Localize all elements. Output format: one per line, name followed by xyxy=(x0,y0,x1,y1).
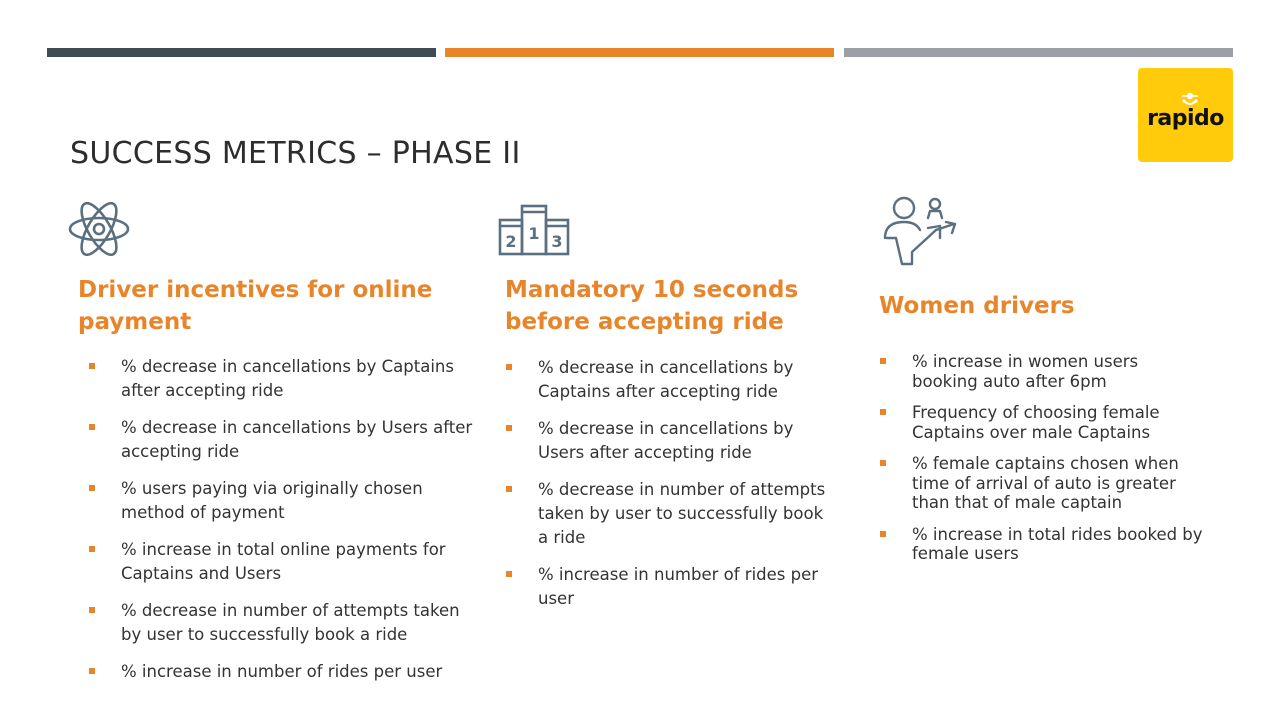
bullet-line: than that of male captain xyxy=(912,493,1123,512)
column-1-bullet-list xyxy=(89,355,479,697)
column-2-title-line: Mandatory 10 seconds xyxy=(505,277,799,303)
column-2-title xyxy=(505,274,835,338)
bullet-line: female users xyxy=(912,544,1019,563)
list-item xyxy=(89,477,479,525)
bullet-line: after accepting ride xyxy=(121,381,284,400)
list-item xyxy=(89,355,479,403)
bullet-square-icon xyxy=(506,571,512,577)
bullet-line: % decrease in cancellations by xyxy=(538,358,794,377)
bullet-line: % decrease in number of attempts taken xyxy=(121,601,460,620)
podium-icon xyxy=(498,202,572,256)
bullet-line: % increase in women users xyxy=(912,352,1139,371)
column-3-title-line: Women drivers xyxy=(879,293,1075,319)
column-1-title xyxy=(78,274,458,338)
people-growth-icon xyxy=(882,194,958,266)
atom-icon xyxy=(68,196,130,262)
bullet-square-icon xyxy=(506,486,512,492)
list-item xyxy=(506,417,826,465)
bullet-line: taken by user to successfully book xyxy=(538,504,824,523)
column-1-title-line: Driver incentives for online xyxy=(78,277,433,303)
bullet-line: Users after accepting ride xyxy=(538,443,752,462)
bullet-square-icon xyxy=(506,364,512,370)
list-item xyxy=(89,599,479,647)
bullet-line: % increase in total online payments for xyxy=(121,540,446,559)
bullet-square-icon xyxy=(89,424,95,430)
column-1-title-line: payment xyxy=(78,309,192,335)
bullet-line: % increase in total rides booked by xyxy=(912,524,1203,544)
bullet-line: by user to successfully book a ride xyxy=(121,625,408,644)
logo-text: rapido xyxy=(1147,106,1224,131)
bullet-line: % female captains chosen when xyxy=(912,454,1179,473)
bullet-square-icon xyxy=(89,546,95,552)
bullet-square-icon xyxy=(506,425,512,431)
list-item xyxy=(506,478,826,550)
rapido-logo xyxy=(1138,68,1233,162)
bullet-line: Captains after accepting ride xyxy=(538,382,778,401)
list-item xyxy=(506,356,826,404)
bullet-line: method of payment xyxy=(121,503,285,522)
header-bar-orange xyxy=(445,48,834,57)
list-item xyxy=(880,403,1210,442)
list-item xyxy=(89,660,479,684)
bullet-line: accepting ride xyxy=(121,442,240,461)
bullet-line: user xyxy=(538,589,574,608)
list-item xyxy=(506,563,826,611)
bullet-line: % decrease in cancellations by xyxy=(538,419,794,438)
column-3-bullet-list xyxy=(880,352,1210,576)
podium-label-third: 3 xyxy=(551,232,563,251)
bullet-square-icon xyxy=(880,358,886,364)
list-item xyxy=(880,352,1210,391)
bullet-line: % decrease in number of attempts xyxy=(538,480,826,499)
column-2-title-line: before accepting ride xyxy=(505,309,784,335)
bullet-square-icon xyxy=(89,607,95,613)
bullet-line: % decrease in cancellations by Captains xyxy=(121,357,454,376)
podium-label-second: 2 xyxy=(505,232,517,251)
bullet-square-icon xyxy=(89,485,95,491)
bullet-line: Captains and Users xyxy=(121,564,282,583)
podium-label-first: 1 xyxy=(528,224,540,243)
column-3-title xyxy=(879,290,1219,322)
bullet-square-icon xyxy=(880,460,886,466)
bullet-line: time of arrival of auto is greater xyxy=(912,473,1176,493)
bullet-line: a ride xyxy=(538,528,586,547)
bullet-line: booking auto after 6pm xyxy=(912,371,1107,391)
bullet-line: % users paying via originally chosen xyxy=(121,479,423,498)
bullet-line: % increase in number of rides per xyxy=(538,565,819,584)
bullet-line: % increase in number of rides per user xyxy=(121,662,443,681)
header-bar-dark xyxy=(47,48,436,57)
page-title: SUCCESS METRICS – PHASE II xyxy=(70,136,521,171)
header-bar-grey xyxy=(844,48,1233,57)
bullet-square-icon xyxy=(89,668,95,674)
bullet-square-icon xyxy=(880,531,886,537)
list-item xyxy=(880,525,1210,564)
bullet-square-icon xyxy=(89,363,95,369)
bullet-line: Frequency of choosing female xyxy=(912,403,1160,422)
list-item xyxy=(880,454,1210,513)
list-item xyxy=(89,416,479,464)
bullet-line: % decrease in cancellations by Users after xyxy=(121,418,473,437)
bullet-square-icon xyxy=(880,409,886,415)
bullet-line: Captains over male Captains xyxy=(912,422,1151,442)
column-2-bullet-list xyxy=(506,356,826,624)
list-item xyxy=(89,538,479,586)
